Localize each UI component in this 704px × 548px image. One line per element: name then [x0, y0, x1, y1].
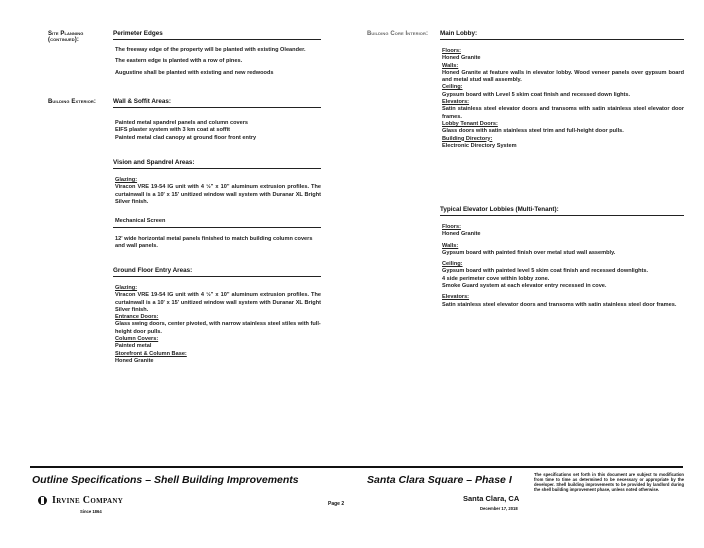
footer-title-left: Outline Specifications – Shell Building Improvements — [32, 474, 299, 486]
perimeter-edges-body: The freeway edge of the property will be planted with existing Oleander. The eastern edge is planted with a row of pines. Augustine shall be planted with existing and new redwoods — [115, 47, 306, 76]
mechanical-screen-heading: Mechanical Screen — [115, 218, 166, 224]
site-planning-label: Site Planning (continued): — [48, 31, 84, 43]
ground-floor-entry-body: Glazing: Viracon VRE 19-54 IG unit with 4 ½" x 10" aluminum extrusion profiles. The curtainwall is a 10' x 15' unitized window wall system with Duranar XL Bright Silver finish. Entrance Doors: Glass swing doors, center pivoted, with narrow stainless steel stiles with full-height door pulls. Column Covers: Painted metal Storefront & Column Base: Honed Granite — [115, 285, 321, 364]
divider — [113, 107, 321, 108]
divider — [113, 227, 321, 228]
page-number: Page 2 — [328, 501, 345, 507]
since-text: Since 1864 — [80, 509, 102, 514]
footer-city: Santa Clara, CA — [463, 494, 520, 503]
perimeter-edges-heading: Perimeter Edges — [113, 30, 163, 37]
divider — [113, 39, 321, 40]
wall-soffit-body: Painted metal spandrel panels and column covers EIFS plaster system with 3 km coat at soffit Painted metal clad canopy at ground floor front entry — [115, 120, 257, 141]
typical-elevator-lobbies-heading: Typical Elevator Lobbies (Multi-Tenant): — [440, 206, 559, 213]
ground-floor-entry-heading: Ground Floor Entry Areas: — [113, 267, 193, 274]
divider — [113, 168, 321, 169]
wall-soffit-heading: Wall & Soffit Areas: — [113, 98, 171, 105]
footer-rule — [30, 466, 683, 468]
divider — [440, 215, 684, 216]
typical-elevator-lobbies-body: Floors: Honed Granite Walls: Gypsum board with painted finish over metal stud wall assembly. Ceiling: Gypsum board with painted level 5 skim coat finish and recessed downlights. 4 side perimeter cove within lobby zone. Smoke Guard system at each elevator entry recessed in cove. Elevators: Satin stainless steel elevator doors and transoms with satin stainless steel door frames. — [442, 224, 677, 308]
building-core-interior-label: Building Core Interior: — [367, 31, 429, 37]
footer-disclaimer: The specifications set forth in this document are subject to modification from time to time as determined to be necessary or appropriate by the developer. Shell building improvements to be provided by landlord during the shell building improvement phase, unless noted otherwise. — [534, 472, 684, 492]
footer-title-right: Santa Clara Square – Phase I — [367, 474, 512, 486]
building-exterior-label: Building Exterior: — [48, 99, 97, 105]
main-lobby-body: Floors: Honed Granite Walls: Honed Granite at feature walls in elevator lobby. Wood veneer panels over gypsum board and metal stud wall assembly. Ceiling: Gypsum board with Level 5 skim coat finish and recessed down lights. Elevators: Satin stainless steel elevator doors and transoms with satin stainless steel elevator door frames. Lobby Tenant Doors: Glass doors with satin stainless steel trim and full-height door pulls. Building Directory: Electronic Directory System — [442, 48, 684, 149]
vision-spandrel-heading: Vision and Spandrel Areas: — [113, 159, 195, 166]
mechanical-screen-body: 12' wide horizontal metal panels finished to match building column covers and wall panels. — [115, 236, 313, 250]
logo-text: Irvine Company — [52, 495, 124, 506]
footer-date: December 17, 2018 — [480, 506, 518, 511]
logo-mark-icon — [38, 496, 47, 505]
vision-spandrel-body: Glazing: Viracon VRE 19-54 IG unit with 4 ½" x 10" aluminum extrusion profiles. The curtainwall is a 10' x 15' unitized window wall system with Duranar XL Bright Silver finish. — [115, 177, 321, 205]
divider — [440, 39, 684, 40]
irvine-company-logo — [38, 495, 123, 506]
divider — [113, 276, 321, 277]
main-lobby-heading: Main Lobby: — [440, 30, 478, 37]
